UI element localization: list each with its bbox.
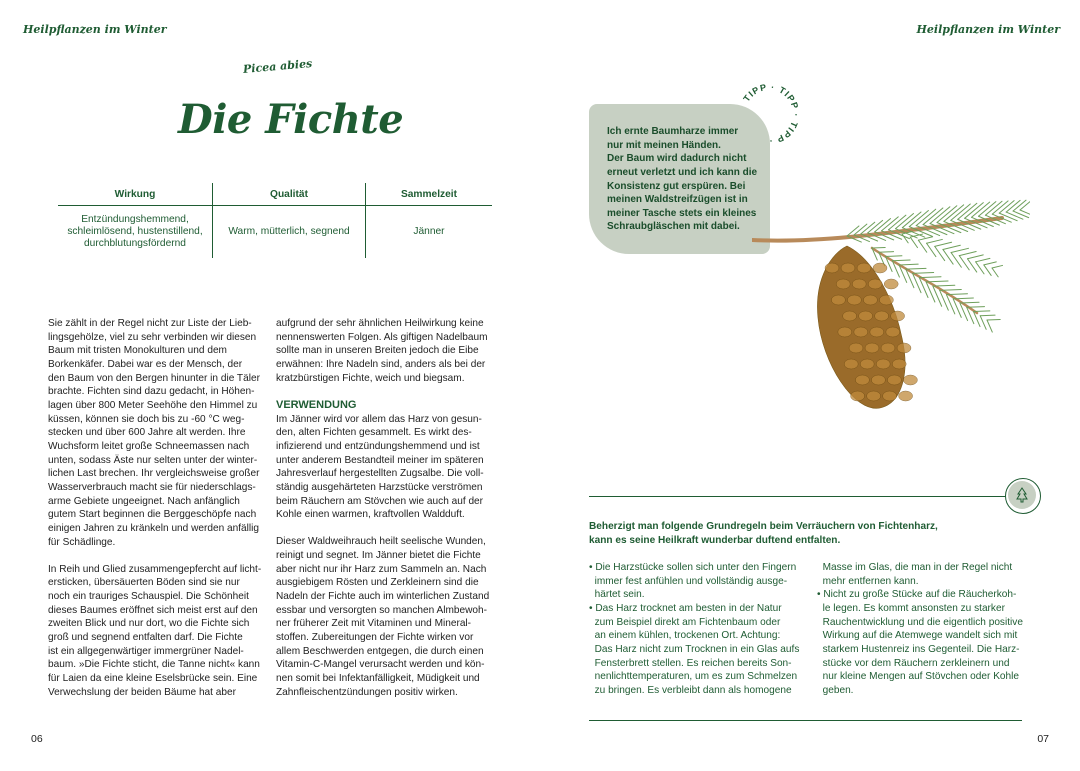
text-line: dieses Baumes eröffnet sich meist erst auf den: [48, 604, 258, 616]
text-line: starkem Hustenreiz ins Gegenteil. Die Harz-: [817, 643, 1020, 655]
text-line: küssen, können sie doch bis zu -60 °C weg-: [48, 413, 245, 425]
text-line: Vitamin-C-Mangel verursacht werden und kön-: [276, 659, 485, 671]
page-title: Die Fichte: [178, 96, 404, 143]
text-line: Jahresverlauf hergestellten Zugsalbe. Die voll-: [276, 468, 484, 480]
table-cell-sammelzeit: Jänner: [366, 206, 493, 259]
body-column-1: [48, 317, 273, 699]
text-line: allem Beschwerden entgegen, die durch einen: [276, 645, 484, 657]
text-line: zweiten Blick und nur dort, wo die Fichte sich: [48, 618, 250, 630]
table-header-qualitaet: Qualität: [213, 183, 366, 206]
body-column-2: [276, 317, 501, 699]
spruce-branch-illustration: [752, 198, 1030, 416]
text-line: Baum mit tristen Monokulturen und dem: [48, 345, 227, 357]
text-line: nenlichttemperaturen, um es zum Schmelzen: [589, 671, 798, 683]
table-cell-wirkung: Entzündungshemmend, schleimlösend, hustenstillend, durchblutungsfördernd: [67, 214, 203, 249]
text-line: le legen. Es kommt ansonsten zu starker: [817, 602, 1005, 614]
body-text: [48, 317, 273, 699]
text-line: härtet sein.: [589, 589, 645, 601]
text-line: nennenswerten Folgen. Als giftigen Nadelbaum: [276, 331, 488, 343]
text-line: zu bringen. Es verbleibt dann als homogene: [589, 684, 792, 696]
text-line: zum Beispiel direkt am Fichtenbaum oder: [589, 616, 781, 628]
text-line: meinen Waldstreifzügen ist in: [607, 194, 748, 206]
text-line: für Laien da eine kleine Eselsbrücke sein. Eine: [48, 673, 258, 685]
text-line: infizierend und entzündungshemmend und ist: [276, 440, 480, 452]
text-line: Sie zählt in der Regel nicht zur Liste der Lieb-: [48, 318, 252, 329]
text-line: aber nicht nur ihr Harz zum Sammeln an. Nach: [276, 563, 487, 575]
text-line: baum. »Die Fichte sticht, die Tanne nicht« kann: [48, 659, 260, 671]
text-line: lingsgehölze, viel zu sehr verbinden wir diesen: [48, 331, 257, 343]
text-line: beim Räuchern am Stövchen wie auch auf der: [276, 495, 484, 507]
text-line: den, alten Fichten gesammelt. Es wirkt des-: [276, 427, 472, 439]
text-line: kratzbürstigen Fichte, weich und biegsam.: [276, 372, 465, 384]
text-line: • Nicht zu große Stücke auf die Räucherkoh-: [817, 589, 1017, 601]
text-line: • Das Harz trocknet am besten in der Natur: [589, 602, 782, 614]
text-line: den Baum von den Bergen hinunter in die Täler: [48, 372, 260, 384]
text-line: meiner Tasche stets ein kleines: [607, 207, 757, 219]
text-line: Wasserverbrauch macht sie für niederschlags-: [48, 481, 256, 493]
text-line: ausgiebigem Rösten und Zerkleinern sind die: [276, 577, 479, 589]
text-line: arme Gebiete ungeeignet. Nach anfänglich: [48, 495, 240, 507]
text-line: gutem Start beginnen die Berggeschöpfe nach: [48, 509, 257, 521]
text-line: für Schädlinge.: [48, 536, 116, 548]
text-line: Masse im Glas, die man in der Regel nicht: [817, 562, 1013, 573]
page-number-left: 06: [31, 733, 43, 745]
body-text: [276, 317, 501, 385]
text-line: sollte man in unseren Breiten jedoch die Eibe: [276, 345, 479, 357]
text-line: Verwechslung der beiden Bäume hat aber: [48, 686, 236, 698]
text-line: Zahnfleischentzündungen positiv wirken.: [276, 686, 458, 698]
text-line: erneut verletzt und ich kann die: [607, 166, 758, 178]
text-line: Nadeln der Fichte auch im winterlichen Zustand: [276, 591, 490, 603]
text-line: unter anderem Bestandteil meiner im späteren: [276, 454, 484, 466]
text-line: Borkenkäfer. Dabei war es der Mensch, der: [48, 358, 243, 370]
text-line: Im Jänner wird vor allem das Harz von gesun-: [276, 413, 482, 425]
text-line: groß und segnend entfalten darf. Die Fichte: [48, 632, 243, 644]
tip-badge-text: TIPP · TIPP · TIPP ·: [741, 81, 802, 147]
text-line: nur kleine Mengen auf Stövchen oder Kohle: [817, 671, 1020, 683]
text-line: essbar und versorgten so manchen Almbewoh-: [276, 604, 487, 616]
text-line: Fensterbrett stellen. Es reichen bereits Son-: [589, 657, 792, 669]
text-line: Rauchentwicklung und die eigentlich positive: [817, 616, 1023, 628]
table-cell-qualitaet: Warm, mütterlich, segnend: [213, 206, 366, 259]
bullet-column-1: [589, 561, 814, 698]
body-text: [276, 413, 501, 700]
table-header-wirkung: Wirkung: [58, 183, 213, 206]
tip-text: [607, 125, 765, 234]
text-line: In Reih und Glied zusammengepfercht auf licht-: [48, 563, 262, 575]
text-line: reinigt und segnet. Im Jänner bietet die Fichte: [276, 550, 481, 562]
text-line: noch ein trauriges Schauspiel. Die Schönheit: [48, 591, 249, 603]
text-line: Schraubgläschen mit dabei.: [607, 221, 740, 233]
text-line: einigen Jahren zu kränkeln und werden anfällig: [48, 522, 259, 534]
text-line: aufgrund der sehr ähnlichen Heilwirkung keine: [276, 318, 484, 329]
text-line: Konsistenz gut erspüren. Bei: [607, 180, 746, 192]
text-line: Kohle einen warmen, kraftvollen Waldduft.: [276, 509, 465, 521]
text-line: immer fest anfühlen und vollständig ausge-: [589, 575, 788, 587]
text-line: lichen Last brechen. Ihr vergleichsweise großer: [48, 468, 260, 480]
running-head-right: Heilpflanzen im Winter: [916, 23, 1060, 36]
text-line: Beherzigt man folgende Grundregeln beim Verräuchern von Fichtenharz,: [589, 521, 938, 532]
text-line: lagen über 800 Meter Seehöhe den Himmel zu: [48, 399, 258, 411]
running-head-left: Heilpflanzen im Winter: [23, 23, 167, 36]
text-line: unten, sodass Äste nur selten unter der winter-: [48, 454, 258, 466]
tree-icon: [1008, 481, 1036, 509]
bullet-column-2: [817, 561, 1042, 698]
text-line: Dieser Waldweihrauch heilt seelische Wunden,: [276, 536, 486, 548]
text-line: mehr entfernen kann.: [817, 575, 919, 587]
latin-name: Picea abies: [242, 57, 313, 76]
section-heading: VERWENDUNG: [276, 398, 357, 411]
intro-text: [589, 520, 1019, 547]
text-line: erwähnen: Ihre Nadeln sind, anders als bei der: [276, 358, 486, 370]
text-line: Wirkung auf die Atemwege wandelt sich mit: [817, 630, 1018, 642]
text-line: Ich ernte Baumharze immer: [607, 126, 739, 137]
text-line: • Die Harzstücke sollen sich unter den Fingern: [589, 562, 797, 573]
text-line: stoffen. Zubereitungen der Fichte wirken vor: [276, 632, 474, 644]
text-line: stecken und über 600 Jahre alt werden. Ihre: [48, 427, 246, 439]
text-line: [48, 549, 273, 563]
text-line: Der Baum wird dadurch nicht: [607, 153, 747, 165]
text-line: stücke vor dem Räuchern zerkleinern und: [817, 657, 1010, 669]
text-line: ersticken, übersäuerten Böden sind sie nur: [48, 577, 240, 589]
divider-rule-bottom: [589, 720, 1022, 721]
text-line: nen somit bei Infektanfälligkeit, Müdigkeit und: [276, 673, 480, 685]
page-number-right: 07: [1037, 733, 1049, 745]
table-header-sammelzeit: Sammelzeit: [366, 183, 493, 206]
text-line: Das Harz nicht zum Trocknen in ein Glas aufs: [589, 643, 800, 655]
divider-rule: [589, 496, 1009, 497]
text-line: ner früherer Zeit mit Vitaminen und Mineral-: [276, 618, 472, 630]
properties-table: [58, 183, 492, 258]
text-line: an einem kühlen, trockenen Ort. Achtung:: [589, 630, 781, 642]
text-line: ständig ausgehärteten Harzstücke verströmen: [276, 481, 483, 493]
text-line: kann es seine Heilkraft wunderbar duftend entfalten.: [589, 534, 841, 546]
text-line: nur mit meinen Händen.: [607, 139, 721, 151]
text-line: brachte. Fichten sind dazu gedacht, in Höhen-: [48, 386, 255, 398]
text-line: [276, 522, 501, 536]
text-line: ist ein allgegenwärtiger immergrüner Nadel-: [48, 645, 244, 657]
text-line: Wuchsform leitet große Schneemassen nach: [48, 440, 250, 452]
text-line: geben.: [817, 684, 854, 696]
